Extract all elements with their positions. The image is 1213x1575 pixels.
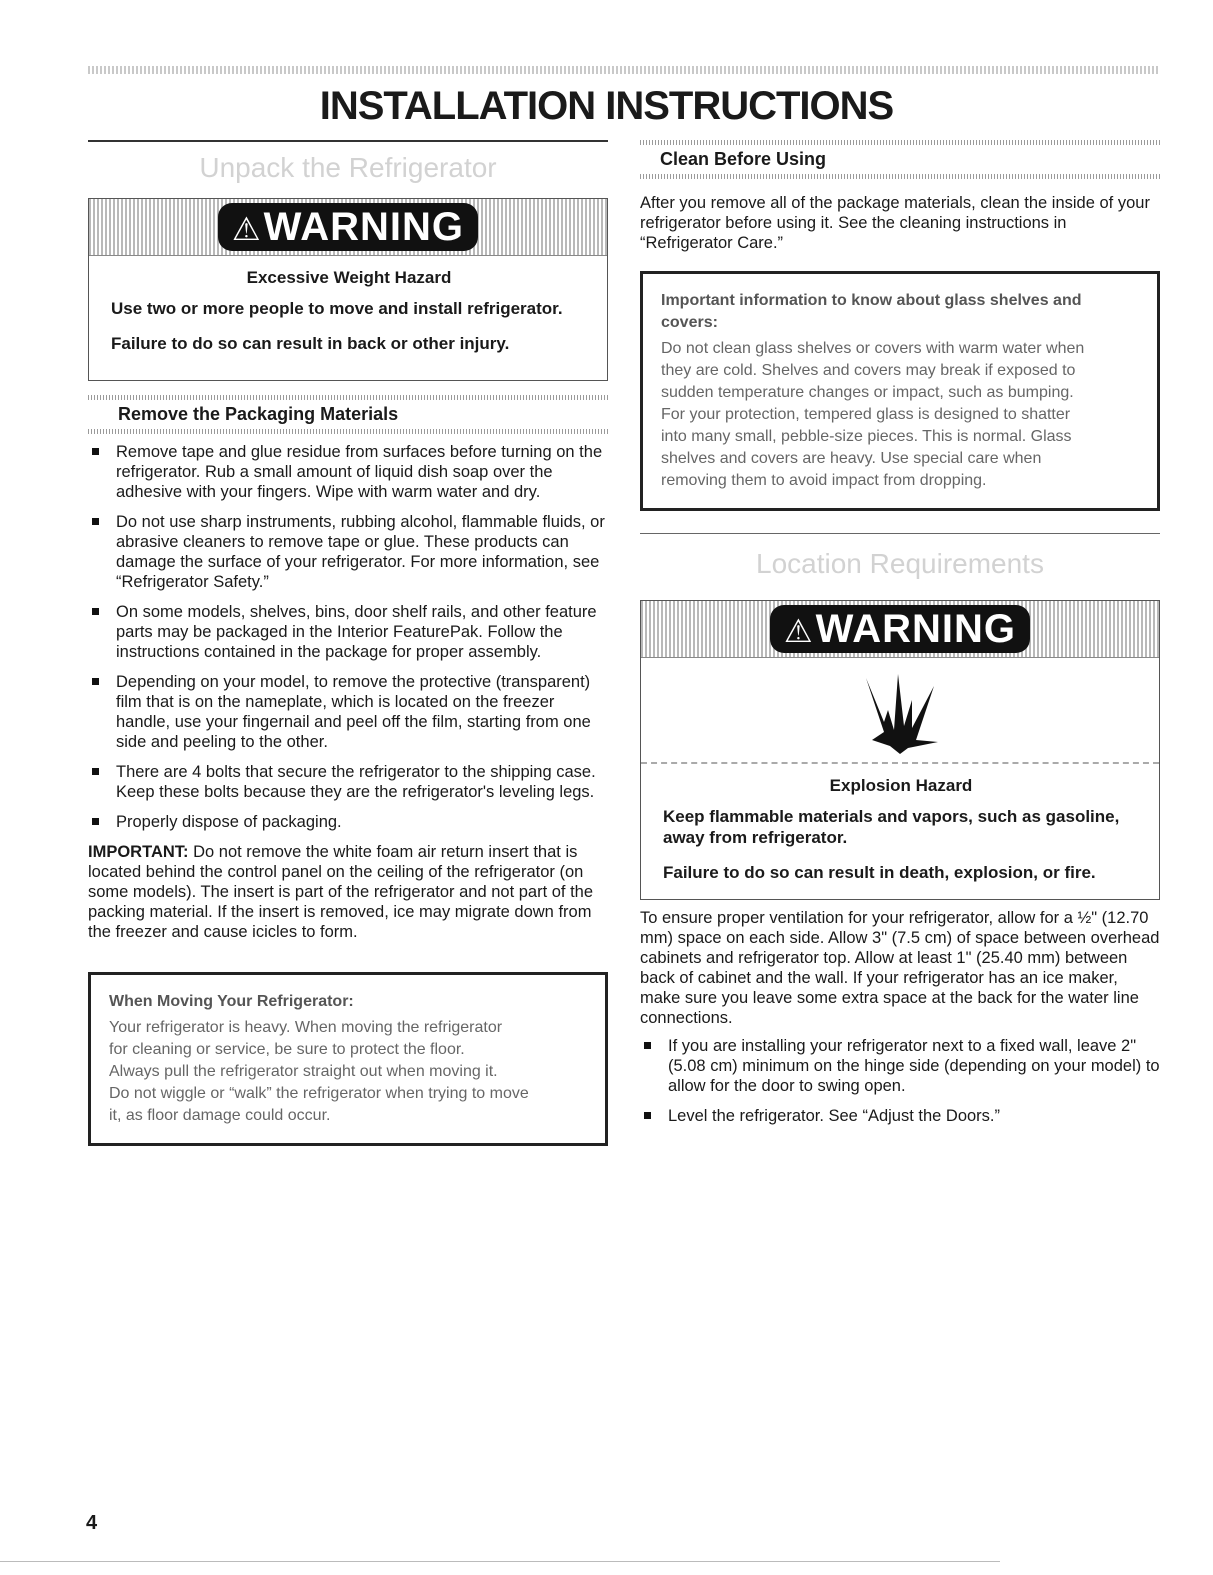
glass-note-box [640, 271, 1160, 511]
dotted-divider [640, 174, 1160, 179]
bullet-square-icon [92, 768, 99, 775]
bullet-square-icon [92, 518, 99, 525]
dotted-divider [88, 395, 608, 400]
right-column [640, 140, 1160, 1136]
bullet-square-icon [644, 1042, 651, 1049]
warning-label [770, 605, 1030, 653]
list-item: There are 4 bolts that secure the refrigerator to the shipping case. Keep these bolts because they are the refrigerator's leveling legs. [88, 762, 608, 802]
moving-note-line: Always pull the refrigerator straight out when moving it. [109, 1063, 498, 1080]
bullet-square-icon [92, 608, 99, 615]
hazard-title: Excessive Weight Hazard [246, 268, 452, 287]
explosion-warning-box [640, 600, 1160, 900]
glass-note-line: Do not clean glass shelves or covers with warm water when [661, 340, 1085, 357]
glass-note-line: For your protection, tempered glass is designed to shatter [661, 406, 1071, 423]
moving-note-line: Your refrigerator is heavy. When moving the refrigerator [109, 1019, 503, 1036]
location-paragraph: To ensure proper ventilation for your refrigerator, allow for a ½" (12.70 mm) space on each side. Allow 3" (7.5 cm) of space between overhead cabinets and refrigerator top. Allow at least 1" (25.40 mm) between back of cabinet and the wall. If your refrigerator has an ice maker, make sure you leave some extra space at the back for the water line connections. [640, 909, 1160, 1027]
bullet-square-icon [92, 448, 99, 455]
glass-note-heading: Important information to know about glass shelves and covers: [661, 292, 1082, 331]
warning-label-text: WARNING [815, 607, 1017, 651]
list-item: Properly dispose of packaging. [88, 812, 608, 832]
warning-label [218, 203, 478, 251]
glass-note-line: removing them to avoid impact from dropping. [661, 472, 987, 489]
list-item: Depending on your model, to remove the protective (transparent) film that is on the nameplate, which is located on the freezer handle, use your fingernail and peel off the film, starting from one side and peeling to the other. [88, 672, 608, 752]
moving-note-heading: When Moving Your Refrigerator: [109, 993, 354, 1010]
explosion-graphic [641, 658, 1159, 764]
warning-text-2: Failure to do so can result in death, explosion, or fire. [663, 863, 1096, 882]
page-number: 4 [86, 1512, 98, 1534]
important-text: Do not remove the white foam air return insert that is located behind the control panel on the ceiling of the refrigerator (on some models). The insert is part of the refrigerator and not part of the packing material. If the insert is removed, ice may migrate down from the freezer and cause icicles to form. [88, 843, 594, 941]
glass-note-line: they are cold. Shelves and covers may break if exposed to [661, 362, 1076, 379]
list-item: Remove tape and glue residue from surfaces before turning on the refrigerator. Rub a small amount of liquid dish soap over the adhesive with your fingers. Wipe with warm water and dry. [88, 442, 608, 502]
glass-note-line: shelves and covers are heavy. Use special care when [661, 450, 1042, 467]
list-item: Level the refrigerator. See “Adjust the Doors.” [640, 1106, 1160, 1126]
list-item: Do not use sharp instruments, rubbing alcohol, flammable fluids, or abrasive cleaners to remove tape or glue. These products can damage the surface of your refrigerator. For more information, see “Refrigerator Safety.” [88, 512, 608, 592]
moving-note-line: for cleaning or service, be sure to protect the floor. [109, 1041, 465, 1058]
section-title-unpack: Unpack the Refrigerator [199, 152, 497, 183]
warning-triangle-icon: ⚠ [231, 211, 262, 247]
warning-triangle-icon: ⚠ [783, 613, 814, 649]
packaging-bullet-list [88, 442, 608, 832]
weight-warning-box [88, 198, 608, 381]
explosion-icon [860, 670, 940, 754]
warning-text-1: Use two or more people to move and install refrigerator. [111, 299, 563, 318]
warning-banner [89, 199, 607, 256]
warning-text-2: Failure to do so can result in back or other injury. [111, 334, 510, 353]
top-decorative-band [88, 66, 1158, 74]
subhead-clean-before-using: Clean Before Using [660, 149, 827, 169]
bullet-square-icon [92, 678, 99, 685]
moving-note-line: Do not wiggle or “walk” the refrigerator when trying to move [109, 1085, 529, 1102]
dotted-divider [88, 429, 608, 434]
section-rule [640, 533, 1160, 534]
glass-note-line: into many small, pebble-size pieces. This is normal. Glass [661, 428, 1072, 445]
warning-text-1: Keep flammable materials and vapors, such as gasoline, away from refrigerator. [663, 807, 1120, 847]
location-bullet-list [640, 1036, 1160, 1126]
bottom-rule [0, 1561, 1000, 1562]
glass-note-line: sudden temperature changes or impact, such as bumping. [661, 384, 1074, 401]
moving-note-box [88, 972, 608, 1146]
important-paragraph [88, 842, 608, 942]
warning-label-text: WARNING [263, 205, 465, 249]
moving-note-line: it, as floor damage could occur. [109, 1107, 331, 1124]
left-column [88, 140, 608, 1146]
list-item: On some models, shelves, bins, door shelf rails, and other feature parts may be packaged in the Interior FeaturePak. Follow the instructions contained in the package for proper assembly. [88, 602, 608, 662]
important-label: IMPORTANT: [88, 843, 189, 861]
dotted-divider [640, 140, 1160, 145]
clean-paragraph: After you remove all of the package materials, clean the inside of your refrigerator before using it. See the cleaning instructions in “Refrigerator Care.” [640, 194, 1150, 252]
subhead-remove-packaging: Remove the Packaging Materials [118, 404, 399, 424]
bullet-square-icon [644, 1112, 651, 1119]
hazard-title: Explosion Hazard [829, 776, 973, 795]
bullet-square-icon [92, 818, 99, 825]
page-title: INSTALLATION INSTRUCTIONS [319, 84, 894, 128]
section-rule [88, 140, 608, 142]
section-title-location: Location Requirements [756, 548, 1044, 579]
list-item: If you are installing your refrigerator next to a fixed wall, leave 2" (5.08 cm) minimum on the hinge side (depending on your model) to allow for the door to swing open. [640, 1036, 1160, 1096]
warning-banner [641, 601, 1159, 658]
